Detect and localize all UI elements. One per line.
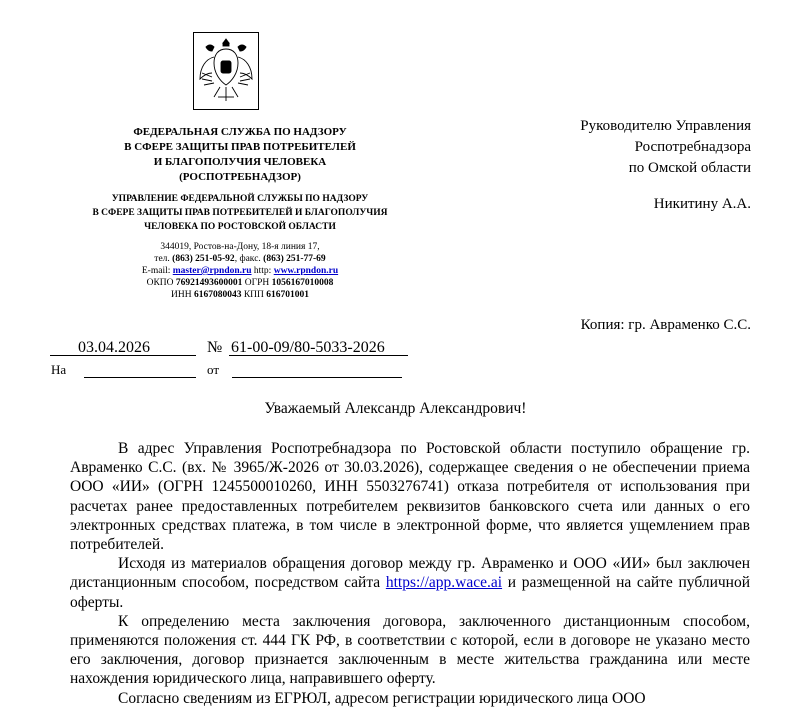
- paragraph: Согласно сведениям из ЕГРЮЛ, адресом регистрации юридического лица ООО: [118, 689, 646, 707]
- paragraph: К определению места заключения договора, заключенного дистанционным способом, применяются положения ст. 444 ГК РФ, в соответствии с которой, если в договоре не указано место его заключения, договор признается заключенным в месте жительства гражданина или месте нахождения юридического лица, направившего оферту.: [70, 612, 750, 688]
- email-label: E-mail:: [141, 266, 171, 276]
- paragraph: [70, 554, 750, 612]
- greeting: Уважаемый Александр Александрович!: [264, 400, 527, 417]
- okpo-ogrn-line: [60, 277, 420, 289]
- ot-underline: [232, 377, 402, 378]
- org-line: В СФЕРЕ ЗАЩИТЫ ПРАВ ПОТРЕБИТЕЛЕЙ: [124, 141, 356, 153]
- okpo-label: ОКПО: [146, 278, 174, 288]
- kpp-value: 616701001: [266, 290, 310, 300]
- copy-recipient: Копия: гр. Авраменко С.С.: [580, 317, 751, 333]
- recipient-line: Руководителю Управления: [580, 118, 751, 134]
- recipient-name: Никитину А.А.: [653, 196, 751, 212]
- kpp-label: КПП: [243, 290, 264, 300]
- address: 344019, Ростов-на-Дону, 18-я линия 17,: [160, 242, 320, 252]
- org-line: (РОСПОТРЕБНАДЗОР): [179, 171, 301, 183]
- http-label: http:: [253, 266, 272, 276]
- inn-kpp-line: [60, 289, 420, 301]
- inn-value: 6167080043: [193, 290, 242, 300]
- number-underline: [229, 355, 408, 356]
- wace-link[interactable]: https://app.wace.ai: [385, 574, 503, 592]
- fax-number: (863) 251-77-69: [263, 254, 326, 264]
- inn-label: ИНН: [170, 290, 192, 300]
- ogrn-label: ОГРН: [244, 278, 270, 288]
- letter-date: 03.04.2026: [78, 339, 150, 356]
- double-headed-eagle-icon: [194, 33, 258, 109]
- email-link[interactable]: master@rpndon.ru: [172, 266, 252, 276]
- phone-number: (863) 251-05-92: [172, 254, 235, 264]
- ogrn-value: 1056167010008: [271, 278, 334, 288]
- paragraph-text: и размещенной на сайте публичной оферты.: [70, 574, 750, 611]
- coat-of-arms-emblem: [193, 32, 259, 110]
- email-site-line: [60, 265, 420, 277]
- okpo-value: 76921493600001: [175, 278, 243, 288]
- ot-label: от: [207, 362, 220, 377]
- dept-line: УПРАВЛЕНИЕ ФЕДЕРАЛЬНОЙ СЛУЖБЫ ПО НАДЗОРУ: [111, 194, 369, 204]
- na-underline: [84, 377, 196, 378]
- org-line: ФЕДЕРАЛЬНАЯ СЛУЖБА ПО НАДЗОРУ: [133, 126, 347, 138]
- na-label: На: [51, 362, 67, 377]
- letter-number: 61-00-09/80-5033-2026: [231, 339, 385, 356]
- contact-details: [60, 241, 420, 301]
- dept-line: В СФЕРЕ ЗАЩИТЫ ПРАВ ПОТРЕБИТЕЛЕЙ И БЛАГОПОЛУЧИЯ: [92, 208, 388, 218]
- recipient-position: [440, 116, 751, 179]
- dept-line: ЧЕЛОВЕКА ПО РОСТОВСКОЙ ОБЛАСТИ: [144, 222, 336, 232]
- letter-body: [70, 439, 750, 708]
- date-underline: [50, 355, 196, 356]
- paragraph-text: Исходя из материалов обращения договор между гр. Авраменко и ООО «ИИ» был заключен дистанционным способом, посредством сайта: [70, 555, 750, 592]
- recipient-line: по Омской области: [628, 160, 751, 176]
- site-link[interactable]: www.rpndon.ru: [273, 266, 339, 276]
- phone-label: тел.: [154, 254, 170, 264]
- phone-fax-line: [60, 253, 420, 265]
- department-name: [60, 192, 420, 234]
- number-label: №: [207, 339, 223, 356]
- paragraph: В адрес Управления Роспотребнадзора по Ростовской области поступило обращение гр. Авраменко С.С. (вх. № 3965/Ж-2026 от 30.03.2026), содержащее сведения о не обеспечении приема ООО «ИИ» (ОГРН 1245500010260, ИНН 5503276741) отказа потребителя от использования при расчетах ранее предоставленных потребителем реквизитов банковского счета или данных о его электронных средствах платежа, в том числе в электронной форме, что является ущемлением прав потребителей.: [70, 440, 750, 554]
- org-line: И БЛАГОПОЛУЧИЯ ЧЕЛОВЕКА: [153, 156, 327, 168]
- recipient-line: Роспотребнадзора: [634, 139, 751, 155]
- fax-label: , факс.: [234, 254, 261, 264]
- organization-name: [60, 125, 420, 185]
